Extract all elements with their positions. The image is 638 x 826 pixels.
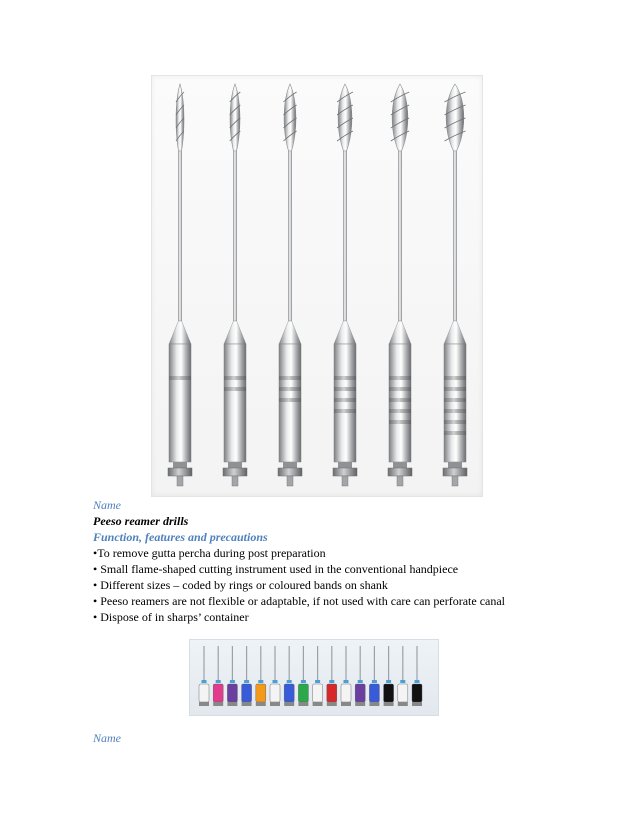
endodontic-files-photo (190, 640, 438, 715)
file-handle-base (384, 702, 394, 706)
reamer-ring (279, 387, 301, 391)
reamer-latch-neck (228, 462, 242, 468)
file-stopper (301, 680, 306, 683)
reamer-latch-neck (338, 462, 352, 468)
endo-file (213, 646, 223, 706)
endo-file (412, 646, 422, 706)
peeso-reamer (333, 84, 357, 486)
reamer-latch-neck (393, 462, 407, 468)
peeso-reamer (388, 84, 412, 486)
file-handle (284, 684, 294, 702)
reamer-latch-neck (173, 462, 187, 468)
file-handle-base (199, 702, 209, 706)
endo-file (284, 646, 294, 706)
file-handle (227, 684, 237, 702)
reamer-handle (334, 344, 356, 462)
file-handle (341, 684, 351, 702)
file-handle (369, 684, 379, 702)
endo-file (227, 646, 237, 706)
endo-file (242, 646, 252, 706)
reamer-handle (169, 344, 191, 462)
reamer-shank (398, 151, 401, 321)
reamer-taper (334, 321, 356, 344)
file-stopper (344, 680, 349, 683)
file-stopper (358, 680, 363, 683)
reamer-ring (334, 398, 356, 402)
reamer-ring (389, 387, 411, 391)
files-illustration (190, 640, 438, 715)
reamer-ring (224, 387, 246, 391)
file-stopper (287, 680, 292, 683)
bullet-item: • Dispose of in sharps’ container (93, 610, 249, 624)
reamer-latch-flange (333, 468, 357, 476)
instrument-title: Peeso reamer drills (93, 514, 189, 528)
file-handle-base (256, 702, 266, 706)
peeso-reamer-photo (152, 76, 482, 496)
reamer-latch-flange (223, 468, 247, 476)
peeso-reamer (443, 84, 467, 486)
file-handle (327, 684, 337, 702)
file-stopper (258, 680, 263, 683)
file-handle (398, 684, 408, 702)
name-label: Name (93, 731, 121, 745)
reamer-head (176, 84, 184, 151)
reamer-ring (334, 409, 356, 413)
reamer-latch-neck (283, 462, 297, 468)
file-handle-base (412, 702, 422, 706)
endo-file (341, 646, 351, 706)
endo-file (199, 646, 209, 706)
file-handle-base (369, 702, 379, 706)
reamer-shank (343, 151, 346, 321)
reamer-latch-flange (388, 468, 412, 476)
reamer-ring (334, 376, 356, 380)
bullet-item: • Different sizes – coded by rings or coloured bands on shank (93, 578, 388, 592)
peeso-reamer (168, 84, 192, 486)
reamer-taper (444, 321, 466, 344)
reamer-ring (444, 420, 466, 424)
bullet-item: • Peeso reamers are not flexible or adaptable, if not used with care can perforate canal (93, 594, 506, 608)
section-peeso-reamers (93, 497, 613, 625)
endo-file (398, 646, 408, 706)
endo-file (369, 646, 379, 706)
reamer-latch-tip (342, 476, 348, 486)
file-stopper (202, 680, 207, 683)
reamers-illustration (152, 76, 482, 496)
reamer-shank (453, 151, 456, 321)
section-next (93, 730, 121, 747)
reamer-shank (233, 151, 236, 321)
file-handle-base (327, 702, 337, 706)
reamer-handle (279, 344, 301, 462)
reamer-latch-neck (448, 462, 462, 468)
file-handle (313, 684, 323, 702)
reamer-ring (444, 398, 466, 402)
bullet-item: •To remove gutta percha during post preparation (93, 546, 326, 560)
endo-file (313, 646, 323, 706)
file-stopper (273, 680, 278, 683)
reamer-ring (169, 376, 191, 380)
endo-file (298, 646, 308, 706)
file-stopper (230, 680, 235, 683)
reamer-handle (389, 344, 411, 462)
file-handle (256, 684, 266, 702)
reamer-latch-tip (177, 476, 183, 486)
reamer-ring (444, 387, 466, 391)
file-stopper (415, 680, 420, 683)
file-handle-base (298, 702, 308, 706)
reamer-shank (288, 151, 291, 321)
file-stopper (386, 680, 391, 683)
endo-file (355, 646, 365, 706)
reamer-taper (389, 321, 411, 344)
file-stopper (315, 680, 320, 683)
peeso-reamer (223, 84, 247, 486)
file-handle (199, 684, 209, 702)
peeso-reamer (278, 84, 302, 486)
reamer-latch-tip (287, 476, 293, 486)
reamer-latch-tip (232, 476, 238, 486)
reamer-latch-flange (168, 468, 192, 476)
file-handle (355, 684, 365, 702)
file-handle-base (313, 702, 323, 706)
file-stopper (372, 680, 377, 683)
file-stopper (400, 680, 405, 683)
endo-file (384, 646, 394, 706)
reamer-ring (444, 431, 466, 435)
reamer-head (284, 84, 296, 151)
reamer-ring (389, 409, 411, 413)
bullet-item: • Small flame-shaped cutting instrument used in the conventional handpiece (93, 562, 459, 576)
reamer-ring (444, 376, 466, 380)
reamer-ring (224, 376, 246, 380)
file-handle-base (355, 702, 365, 706)
file-stopper (216, 680, 221, 683)
file-stopper (329, 680, 334, 683)
reamer-ring (279, 376, 301, 380)
file-handle-base (341, 702, 351, 706)
endo-file (270, 646, 280, 706)
reamer-handle (444, 344, 466, 462)
file-handle (270, 684, 280, 702)
file-handle (242, 684, 252, 702)
reamer-taper (169, 321, 191, 344)
reamer-taper (224, 321, 246, 344)
reamer-head (230, 84, 240, 151)
file-handle-base (227, 702, 237, 706)
reamer-handle (224, 344, 246, 462)
reamer-shank (178, 151, 181, 321)
file-handle-base (270, 702, 280, 706)
reamer-ring (389, 420, 411, 424)
reamer-ring (444, 409, 466, 413)
reamer-ring (389, 376, 411, 380)
reamer-taper (279, 321, 301, 344)
reamer-latch-flange (443, 468, 467, 476)
reamer-ring (279, 398, 301, 402)
file-handle (384, 684, 394, 702)
file-handle (298, 684, 308, 702)
file-handle-base (398, 702, 408, 706)
file-handle-base (242, 702, 252, 706)
reamer-ring (334, 387, 356, 391)
reamer-latch-tip (397, 476, 403, 486)
endo-file (327, 646, 337, 706)
file-handle-base (213, 702, 223, 706)
file-handle (213, 684, 223, 702)
name-label: Name (93, 498, 121, 512)
reamer-latch-flange (278, 468, 302, 476)
endo-file (256, 646, 266, 706)
file-handle (412, 684, 422, 702)
reamer-latch-tip (452, 476, 458, 486)
file-handle-base (284, 702, 294, 706)
reamer-ring (389, 398, 411, 402)
file-stopper (244, 680, 249, 683)
features-heading: Function, features and precautions (93, 530, 268, 544)
